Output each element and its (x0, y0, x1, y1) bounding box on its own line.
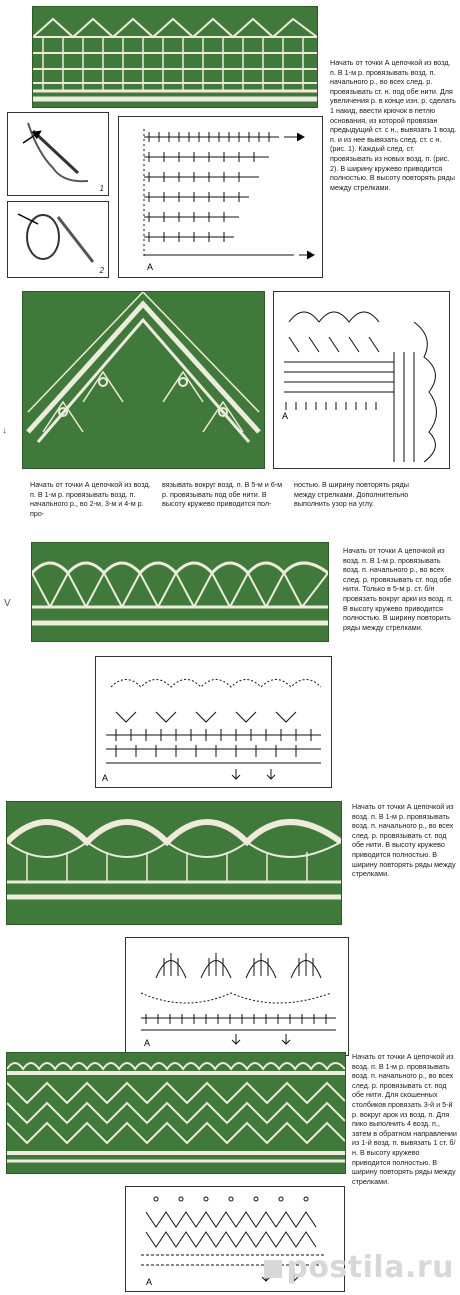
stitch-figure-1 (7, 112, 109, 196)
crochet-chart-3 (95, 656, 332, 788)
side-letter-mark: V (4, 598, 11, 609)
hook-icon (8, 202, 108, 277)
stitch-figure-2 (7, 201, 109, 278)
lace-photo-4-art (7, 802, 341, 924)
crochet-chart-3-symbols (96, 657, 331, 787)
lace-photo-5-art (7, 1053, 345, 1173)
chart-start-label: A (144, 1038, 151, 1048)
watermark-text: postila.ru (286, 1250, 454, 1285)
chart-start-label: A (147, 262, 154, 272)
watermark-logo (264, 1250, 454, 1285)
crochet-chart-2 (273, 291, 450, 469)
lace-photo-3 (31, 542, 329, 642)
crochet-chart-4 (125, 937, 349, 1056)
lace-photo-5 (6, 1052, 346, 1174)
crochet-chart-1 (118, 116, 323, 278)
section-4-description: Начать от точки А цепочкой из возд. п. В 1-м р. провязывать возд. п. начального р., во всех след. р. провязывать ст. под обе нити. В высоту кружево приводится полностью. В ширину повторять ряды между стрелками. (352, 802, 456, 879)
lace-photo-1-art (33, 7, 317, 107)
figure-number-1: 1 (99, 184, 104, 193)
section-3-description: Начать от точки А цепочкой из возд. п. В 1-м р. провязывать возд. п. начального р., во всех след. р. провязывать ст. под обе нити. Только в 5-м р. ст. б/н провязать вокруг арки из возд. п. В высоту кружево приводится полностью. В ширину повторить ряды между стрелками. (343, 546, 454, 632)
figure-number-2: 2 (99, 266, 104, 275)
section-2-description-col2: вязывать вокруг возд. п. В 5-м и 6-м р. провязывать под обе нити. В высоту кружево приводится пол- (162, 480, 283, 509)
section-2-description-col1: Начать от точки А цепочкой из возд. п. В 1-м р. провязывать возд. п. начального р., во 2-м, 3-м и 4-м р. про- (30, 480, 151, 518)
lace-photo-2-art (23, 292, 264, 468)
lace-photo-4 (6, 801, 342, 925)
section-2-description-col3: ностью. В ширину повторять ряды между стрелками. Дополнительно выполнить узор на углу. (294, 480, 409, 509)
chart-start-label: A (102, 773, 109, 783)
crochet-chart-4-symbols (126, 938, 348, 1055)
chart-start-label: A (282, 411, 289, 421)
crochet-chart-1-symbols (119, 117, 322, 277)
watermark-square-icon (264, 1260, 282, 1278)
lace-photo-1 (32, 6, 318, 108)
section-1-description: Начать от точки А цепочкой из возд. п. В 1-м р. провязывать возд. п. начального р., во всех след. р. провязывать ст. н. под обе нити. Для увеличения р. в конце изн. р. сделать 1 накид, ввести крючок в петлю основания, из которой провязан предыдущий ст. с н., вывязать 1 возд. п. и из нее вывязать след. ст. с н. (рис. 1). Каждый след. ст. провязывать из новых возд. п. (рис. 2). В ширину кружево приводится полностью. В высоту повторять ряды между стрелками. (330, 58, 457, 192)
chart-start-label: A (146, 1277, 153, 1287)
crochet-chart-2-symbols (274, 292, 449, 468)
lace-photo-3-art (32, 543, 328, 641)
hook-icon (8, 113, 108, 195)
lace-photo-2 (22, 291, 265, 469)
side-arrow-mark: ↓ (2, 425, 7, 436)
section-5-description: Начать от точки А цепочкой из возд. п. В 1-м р. провязывать возд. п. начального р., во всех след. р. провязывать ст. под обе нити. Для скошенных столбиков провязать 3-й и 5-й р. вокруг арок из возд. п. Для пико выполнить 4 возд. п., затем в обратном направлении из 1-й возд. п. вывязать 1 ст. б/н. В высоту кружево приводится полностью. В ширину повторять ряды между стрелками. (352, 1052, 457, 1186)
